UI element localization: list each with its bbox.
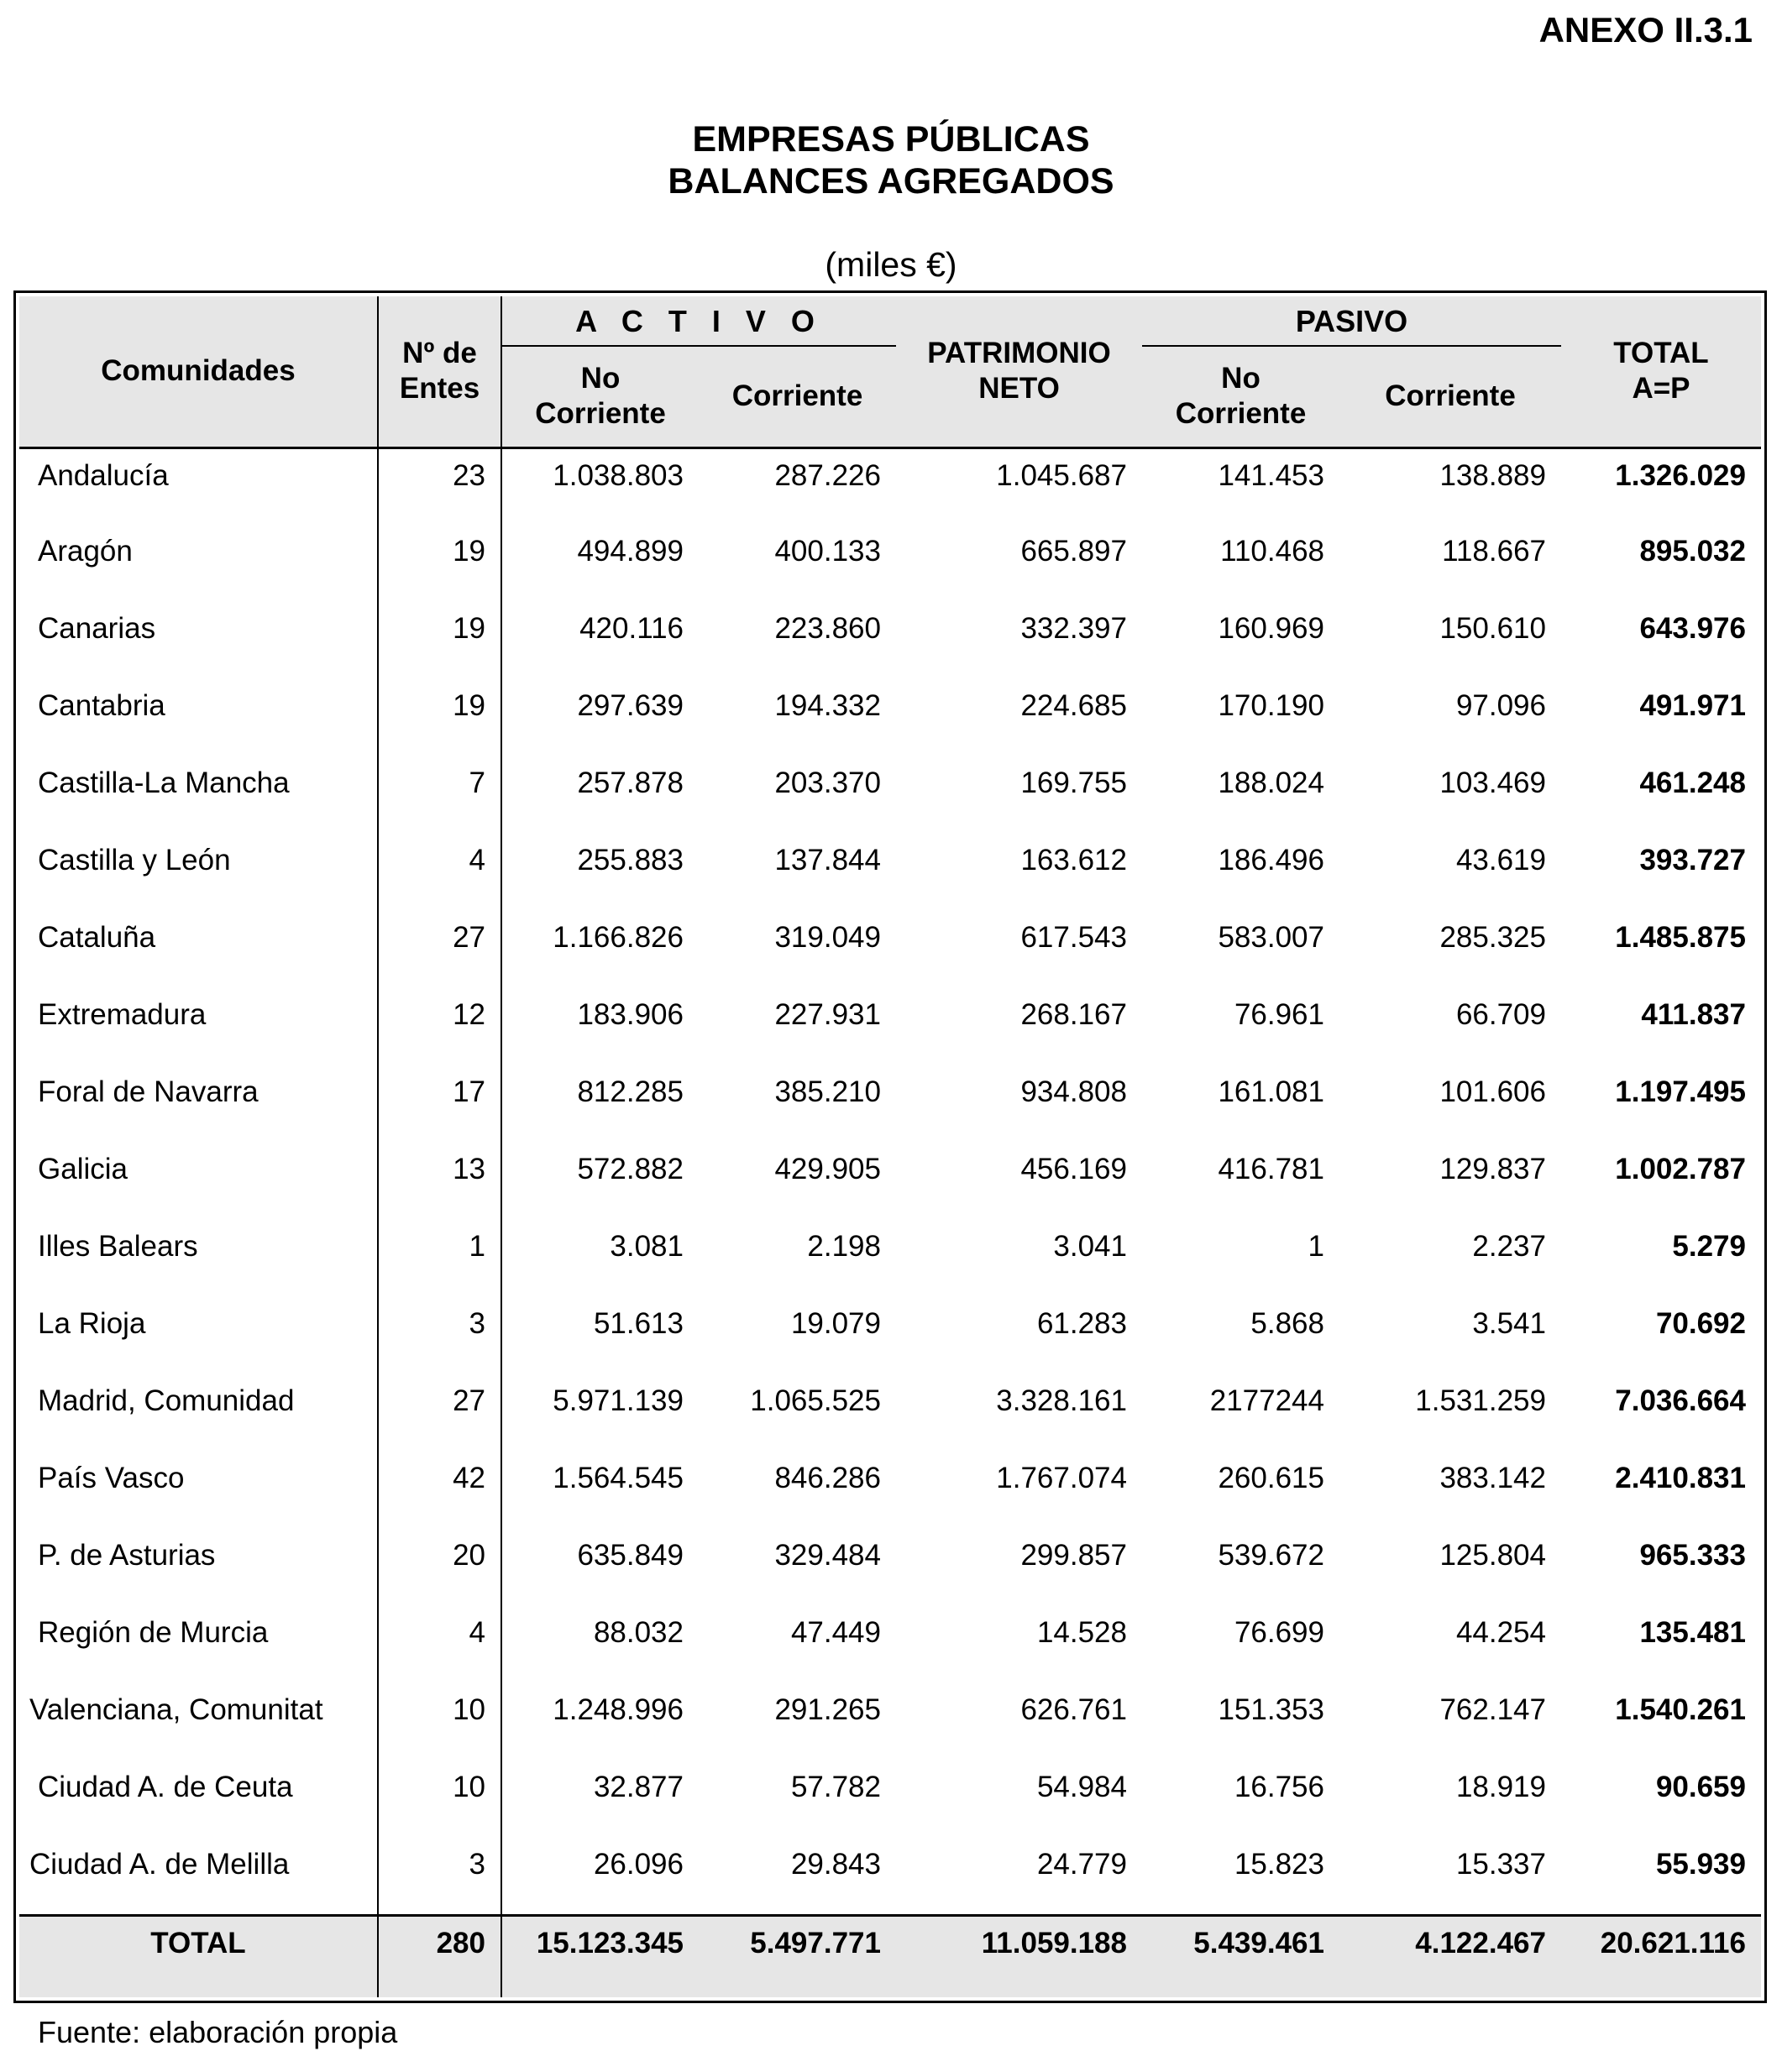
total-ap: 55.939	[1655, 1848, 1746, 1881]
activo-no-corriente: 88.032	[501, 1606, 699, 1683]
header-comunidades: Comunidades	[19, 296, 378, 447]
pasivo-corriente: 118.667	[1442, 535, 1546, 568]
activo-no-corriente: 1.166.826	[501, 911, 699, 988]
activo-corriente: 385.210	[774, 1075, 881, 1108]
table-row	[19, 679, 1761, 756]
table-header	[19, 296, 1761, 447]
community-name: Región de Murcia	[38, 1616, 269, 1649]
pasivo-no-corriente: 416.781	[1218, 1153, 1324, 1185]
patrimonio-neto: 14.528	[1036, 1616, 1127, 1649]
total-ap: 7.036.664	[1615, 1384, 1746, 1417]
header-activo: A C T I V O	[501, 296, 896, 347]
entes-count: 3	[378, 1838, 501, 1915]
activo-corriente: 291.265	[774, 1693, 881, 1726]
pasivo-corriente: 150.610	[1439, 612, 1546, 645]
patrimonio-neto: 456.169	[1020, 1153, 1127, 1185]
community-name: Ciudad A. de Melilla	[29, 1848, 290, 1881]
total-pasivo-corriente: 4.122.467	[1339, 1915, 1561, 1997]
total-ap: 2.410.831	[1615, 1462, 1746, 1494]
patrimonio-neto: 3.328.161	[996, 1384, 1127, 1417]
activo-corriente: 137.844	[774, 844, 881, 876]
activo-corriente: 846.286	[774, 1462, 881, 1494]
community-name: País Vasco	[38, 1462, 185, 1494]
pasivo-no-corriente: 151.353	[1218, 1693, 1324, 1726]
entes-count: 3	[378, 1297, 501, 1374]
total-row	[19, 1915, 1761, 1997]
pasivo-no-corriente: 160.969	[1218, 612, 1324, 645]
activo-no-corriente: 635.849	[501, 1529, 699, 1606]
pasivo-no-corriente: 110.468	[1220, 535, 1324, 568]
table-row	[19, 1374, 1761, 1452]
pasivo-corriente: 138.889	[1439, 458, 1546, 492]
activo-no-corriente: 3.081	[501, 1220, 699, 1297]
annex-label: ANEXO II.3.1	[1538, 10, 1753, 50]
activo-no-corriente: 257.878	[501, 756, 699, 834]
total-ap: 1.197.495	[1615, 1075, 1746, 1108]
patrimonio-neto: 268.167	[1020, 998, 1127, 1031]
entes-count: 12	[378, 988, 501, 1065]
community-name: Illes Balears	[38, 1230, 198, 1263]
table-row	[19, 911, 1761, 988]
pasivo-corriente: 125.804	[1439, 1539, 1546, 1572]
activo-no-corriente: 51.613	[501, 1297, 699, 1374]
table-row	[19, 1529, 1761, 1606]
total-entes: 280	[378, 1915, 501, 1997]
activo-corriente: 287.226	[774, 458, 881, 492]
pasivo-no-corriente: 15.823	[1234, 1848, 1324, 1881]
total-activo-corriente: 5.497.771	[699, 1915, 896, 1997]
patrimonio-neto: 3.041	[1053, 1230, 1127, 1263]
total-ap: 1.485.875	[1615, 921, 1746, 954]
entes-count: 13	[378, 1143, 501, 1220]
source-note: Fuente: elaboración propia	[38, 2015, 398, 2049]
entes-count: 17	[378, 1065, 501, 1143]
pasivo-corriente: 2.237	[1472, 1230, 1546, 1263]
activo-no-corriente: 1.038.803	[501, 447, 699, 525]
pasivo-corriente: 43.619	[1455, 844, 1546, 876]
table-row	[19, 1220, 1761, 1297]
balance-table	[19, 296, 1761, 1997]
activo-no-corriente: 26.096	[501, 1838, 699, 1915]
pasivo-no-corriente: 1	[1308, 1230, 1324, 1263]
community-name: Aragón	[38, 535, 133, 568]
entes-count: 1	[378, 1220, 501, 1297]
activo-corriente: 2.198	[807, 1230, 881, 1263]
total-ap: 135.481	[1639, 1616, 1746, 1649]
header-patrimonio-neto: PATRIMONIO NETO	[896, 296, 1142, 447]
table-row	[19, 1143, 1761, 1220]
pasivo-corriente: 18.919	[1455, 1771, 1546, 1803]
total-ap: 5.279	[1672, 1230, 1746, 1263]
pasivo-corriente: 66.709	[1455, 998, 1546, 1031]
pasivo-corriente: 383.142	[1439, 1462, 1546, 1494]
activo-corriente: 319.049	[774, 921, 881, 954]
total-label: TOTAL	[19, 1915, 378, 1997]
total-ap: 393.727	[1639, 844, 1746, 876]
pasivo-no-corriente: 76.961	[1234, 998, 1324, 1031]
header-total: TOTAL A=P	[1561, 296, 1761, 447]
activo-no-corriente: 420.116	[501, 602, 699, 679]
entes-count: 19	[378, 679, 501, 756]
entes-count: 19	[378, 525, 501, 602]
community-name: Castilla y León	[38, 844, 231, 876]
page-title: EMPRESAS PÚBLICAS	[692, 119, 1090, 160]
table-row	[19, 1683, 1761, 1761]
patrimonio-neto: 665.897	[1020, 535, 1127, 568]
patrimonio-neto: 1.045.687	[996, 458, 1127, 492]
pasivo-no-corriente: 2177244	[1209, 1384, 1324, 1417]
patrimonio-neto: 163.612	[1020, 844, 1127, 876]
pasivo-corriente: 44.254	[1455, 1616, 1546, 1649]
table-row	[19, 1838, 1761, 1915]
entes-count: 42	[378, 1452, 501, 1529]
activo-corriente: 329.484	[774, 1539, 881, 1572]
table-row	[19, 525, 1761, 602]
patrimonio-neto: 934.808	[1020, 1075, 1127, 1108]
activo-no-corriente: 812.285	[501, 1065, 699, 1143]
entes-count: 23	[378, 447, 501, 525]
entes-count: 4	[378, 834, 501, 911]
patrimonio-neto: 24.779	[1036, 1848, 1127, 1881]
total-activo-no-corriente: 15.123.345	[501, 1915, 699, 1997]
total-ap: 1.540.261	[1615, 1693, 1746, 1726]
total-ap: 643.976	[1639, 612, 1746, 645]
activo-corriente: 223.860	[774, 612, 881, 645]
table-row	[19, 602, 1761, 679]
activo-no-corriente: 1.248.996	[501, 1683, 699, 1761]
entes-count: 20	[378, 1529, 501, 1606]
header-pasivo-corriente: Corriente	[1339, 347, 1561, 447]
patrimonio-neto: 169.755	[1020, 767, 1127, 799]
total-ap: 1.326.029	[1615, 458, 1746, 492]
pasivo-no-corriente: 161.081	[1218, 1075, 1324, 1108]
pasivo-corriente: 1.531.259	[1415, 1384, 1546, 1417]
units-label: (miles €)	[825, 245, 957, 284]
community-name: Canarias	[38, 612, 156, 645]
community-name: Andalucía	[38, 458, 169, 492]
table-row	[19, 756, 1761, 834]
entes-count: 4	[378, 1606, 501, 1683]
activo-no-corriente: 1.564.545	[501, 1452, 699, 1529]
header-pasivo-no-corriente: No Corriente	[1142, 347, 1339, 447]
community-name: Cantabria	[38, 689, 165, 722]
pasivo-no-corriente: 583.007	[1218, 921, 1324, 954]
entes-count: 10	[378, 1761, 501, 1838]
header-pasivo: PASIVO	[1142, 296, 1561, 347]
activo-no-corriente: 494.899	[501, 525, 699, 602]
pasivo-corriente: 285.325	[1439, 921, 1546, 954]
total-pasivo-no-corriente: 5.439.461	[1142, 1915, 1339, 1997]
pasivo-corriente: 3.541	[1472, 1307, 1546, 1340]
activo-corriente: 227.931	[774, 998, 881, 1031]
table-row	[19, 988, 1761, 1065]
activo-corriente: 203.370	[774, 767, 881, 799]
activo-corriente: 47.449	[790, 1616, 881, 1649]
page-subtitle: BALANCES AGREGADOS	[668, 161, 1114, 201]
activo-no-corriente: 297.639	[501, 679, 699, 756]
header-entes: Nº de Entes	[378, 296, 501, 447]
pasivo-corriente: 101.606	[1439, 1075, 1546, 1108]
entes-count: 27	[378, 1374, 501, 1452]
pasivo-no-corriente: 170.190	[1218, 689, 1324, 722]
pasivo-no-corriente: 260.615	[1218, 1462, 1324, 1494]
patrimonio-neto: 626.761	[1020, 1693, 1127, 1726]
entes-count: 19	[378, 602, 501, 679]
table-row	[19, 1761, 1761, 1838]
community-name: P. de Asturias	[38, 1539, 216, 1572]
patrimonio-neto: 1.767.074	[996, 1462, 1127, 1494]
total-total-ap: 20.621.116	[1561, 1915, 1761, 1997]
activo-corriente: 29.843	[790, 1848, 881, 1881]
table-row	[19, 834, 1761, 911]
table-row	[19, 1452, 1761, 1529]
table-row	[19, 1297, 1761, 1374]
entes-count: 10	[378, 1683, 501, 1761]
pasivo-no-corriente: 141.453	[1218, 458, 1324, 492]
total-ap: 965.333	[1639, 1539, 1746, 1572]
total-patrimonio-neto: 11.059.188	[896, 1915, 1142, 1997]
total-ap: 70.692	[1655, 1307, 1746, 1340]
patrimonio-neto: 61.283	[1036, 1307, 1127, 1340]
pasivo-corriente: 97.096	[1455, 689, 1546, 722]
patrimonio-neto: 299.857	[1020, 1539, 1127, 1572]
community-name: Castilla-La Mancha	[38, 767, 290, 799]
pasivo-corriente: 129.837	[1439, 1153, 1546, 1185]
community-name: Extremadura	[38, 998, 207, 1031]
activo-corriente: 400.133	[774, 535, 881, 568]
patrimonio-neto: 617.543	[1020, 921, 1127, 954]
total-ap: 1.002.787	[1615, 1153, 1746, 1185]
community-name: Valenciana, Comunitat	[29, 1693, 323, 1726]
pasivo-no-corriente: 16.756	[1234, 1771, 1324, 1803]
patrimonio-neto: 332.397	[1020, 612, 1127, 645]
activo-corriente: 1.065.525	[750, 1384, 881, 1417]
activo-no-corriente: 5.971.139	[501, 1374, 699, 1452]
pasivo-corriente: 762.147	[1439, 1693, 1546, 1726]
header-activo-no-corriente: No Corriente	[501, 347, 699, 447]
pasivo-no-corriente: 76.699	[1234, 1616, 1324, 1649]
entes-count: 27	[378, 911, 501, 988]
pasivo-corriente: 103.469	[1439, 767, 1546, 799]
pasivo-no-corriente: 188.024	[1218, 767, 1324, 799]
community-name: Galicia	[38, 1153, 128, 1185]
activo-corriente: 194.332	[774, 689, 881, 722]
community-name: La Rioja	[38, 1307, 146, 1340]
total-ap: 895.032	[1639, 535, 1746, 568]
activo-no-corriente: 32.877	[501, 1761, 699, 1838]
activo-corriente: 57.782	[790, 1771, 881, 1803]
total-ap: 461.248	[1639, 767, 1746, 799]
header-activo-corriente: Corriente	[699, 347, 896, 447]
pasivo-no-corriente: 539.672	[1218, 1539, 1324, 1572]
activo-no-corriente: 255.883	[501, 834, 699, 911]
total-ap: 491.971	[1639, 689, 1746, 722]
table-row	[19, 1065, 1761, 1143]
community-name: Foral de Navarra	[38, 1075, 259, 1108]
community-name: Ciudad A. de Ceuta	[38, 1771, 293, 1803]
community-name: Cataluña	[38, 921, 156, 954]
total-ap: 90.659	[1655, 1771, 1746, 1803]
pasivo-no-corriente: 186.496	[1218, 844, 1324, 876]
activo-no-corriente: 572.882	[501, 1143, 699, 1220]
activo-no-corriente: 183.906	[501, 988, 699, 1065]
table-footer	[19, 1915, 1761, 1997]
community-name: Madrid, Comunidad	[38, 1384, 295, 1417]
table-row	[19, 447, 1761, 525]
entes-count: 7	[378, 756, 501, 834]
pasivo-corriente: 15.337	[1455, 1848, 1546, 1881]
table-row	[19, 1606, 1761, 1683]
patrimonio-neto: 224.685	[1020, 689, 1127, 722]
total-ap: 411.837	[1641, 998, 1746, 1031]
patrimonio-neto: 54.984	[1036, 1771, 1127, 1803]
activo-corriente: 429.905	[774, 1153, 881, 1185]
table-body	[19, 447, 1761, 1915]
activo-corriente: 19.079	[790, 1307, 881, 1340]
pasivo-no-corriente: 5.868	[1250, 1307, 1324, 1340]
